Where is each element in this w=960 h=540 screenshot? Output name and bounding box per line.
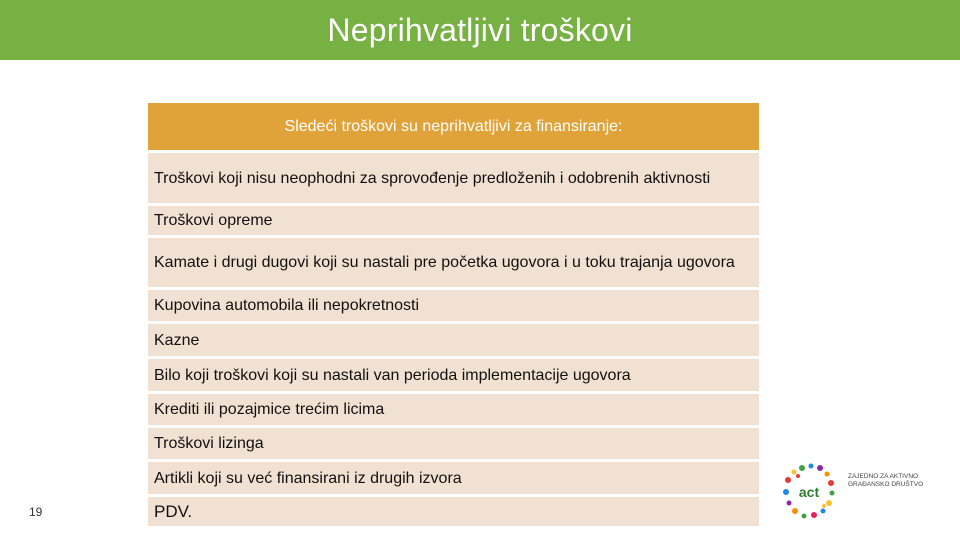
act-logo <box>780 460 930 530</box>
table-row: Krediti ili pozajmice trećim licima <box>148 394 759 428</box>
table-row: PDV. <box>148 497 759 529</box>
table-row: Troškovi lizinga <box>148 428 759 462</box>
table-row: Kupovina automobila ili nepokretnosti <box>148 290 759 324</box>
logo-word: act <box>798 484 820 500</box>
table-row: Troškovi koji nisu neophodni za sprovođenje predloženih i odobrenih aktivnosti <box>148 153 759 206</box>
table-row: Bilo koji troškovi koji su nastali van perioda implementacije ugovora <box>148 359 759 394</box>
slide-title: Neprihvatljivi troškovi <box>327 11 633 48</box>
table-row: Troškovi opreme <box>148 206 759 238</box>
title-bar <box>0 0 960 60</box>
table-header: Sledeći troškovi su neprihvatljivi za finansiranje: <box>148 103 759 153</box>
page-number: 19 <box>29 505 43 519</box>
table-row: Kazne <box>148 324 759 359</box>
table-row: Artikli koji su već finansirani iz drugih izvora <box>148 462 759 497</box>
costs-table <box>148 103 759 529</box>
logo-tagline: ZAJEDNO ZA AKTIVNO GRAĐANSKO DRUŠTVO <box>848 473 924 488</box>
table-row: Kamate i drugi dugovi koji su nastali pre početka ugovora i u toku trajanja ugovora <box>148 238 759 290</box>
